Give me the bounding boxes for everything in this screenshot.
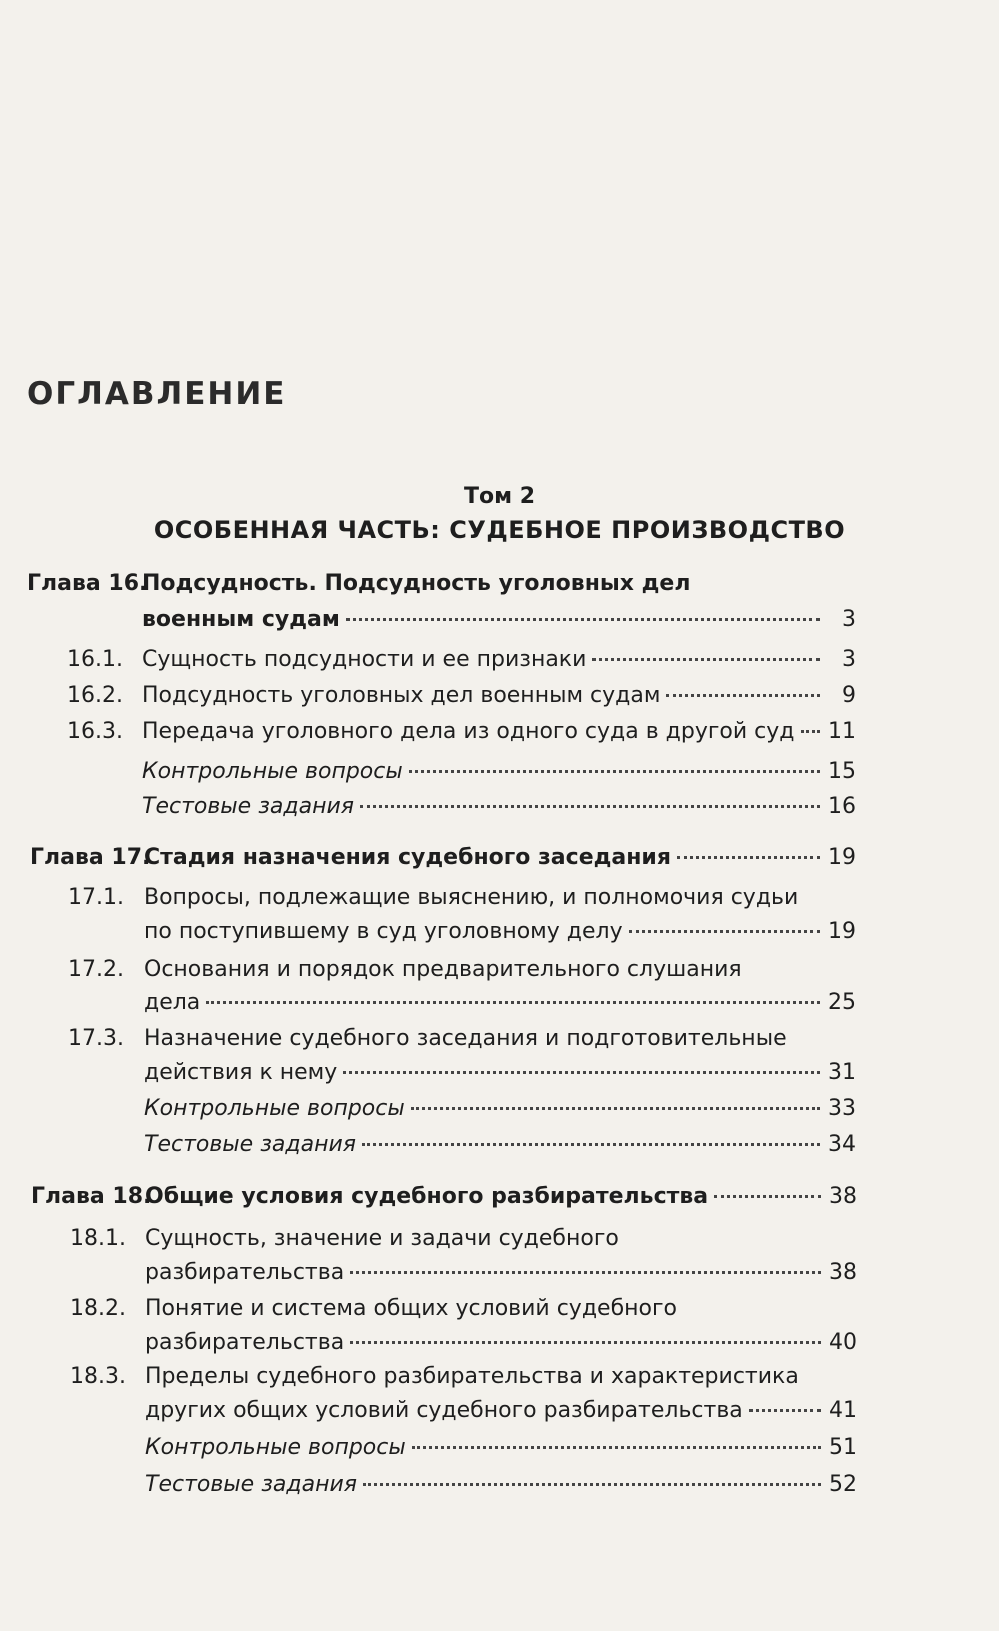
section-17-3-line2 [144, 1058, 856, 1088]
dot-leader [362, 1143, 820, 1146]
chapter-17-title [144, 843, 856, 873]
dot-leader [677, 856, 820, 859]
dot-leader [592, 658, 820, 661]
section-18-2-page: 40 [829, 1330, 857, 1355]
questions-label: Контрольные вопросы [145, 1435, 406, 1460]
questions-page: 33 [828, 1096, 856, 1121]
tests-label: Тестовые задания [142, 794, 354, 819]
section-18-1-number: 18.1. [70, 1226, 126, 1251]
section-18-2-number: 18.2. [70, 1296, 126, 1321]
section-18-2-line2 [145, 1328, 857, 1358]
chapter-18-label: Глава 18. [31, 1184, 152, 1209]
section-16-1-title: Сущность подсудности и ее признаки [142, 647, 587, 672]
dot-leader [409, 770, 820, 773]
section-16-3-number: 16.3. [67, 719, 123, 744]
dot-leader [629, 930, 820, 933]
volume-title: Том 2 [463, 484, 536, 509]
questions-page: 15 [828, 759, 856, 784]
section-18-3-page: 41 [829, 1398, 857, 1423]
chapter-17-page: 19 [828, 845, 856, 870]
dot-leader [350, 1271, 821, 1274]
dot-leader [412, 1446, 821, 1449]
section-17-3-number: 17.3. [68, 1026, 124, 1051]
section-18-1-line2 [145, 1258, 857, 1288]
chapter-16-page: 3 [842, 607, 856, 632]
section-17-1-line2 [144, 917, 856, 947]
dot-leader [206, 1001, 820, 1004]
section-17-2-line1: Основания и порядок предварительного слушания [144, 957, 742, 982]
chapter-17-questions [144, 1094, 856, 1124]
section-18-3-title: других общих условий судебного разбирательства [145, 1398, 743, 1423]
chapter-18-questions [145, 1433, 857, 1463]
dot-leader [411, 1107, 820, 1110]
chapter-18-title [145, 1182, 857, 1212]
tests-label: Тестовые задания [145, 1472, 357, 1497]
part-title: ОСОБЕННАЯ ЧАСТЬ: СУДЕБНОЕ ПРОИЗВОДСТВО [153, 516, 846, 544]
dot-leader [363, 1483, 821, 1486]
section-16-2-page: 9 [842, 683, 856, 708]
chapter-16-title-line2 [142, 605, 856, 635]
questions-label: Контрольные вопросы [142, 759, 403, 784]
dot-leader [749, 1409, 821, 1412]
section-17-1-page: 19 [828, 919, 856, 944]
section-16-3-page: 11 [828, 719, 856, 744]
dot-leader [714, 1195, 821, 1198]
chapter-16-tests [142, 792, 856, 822]
section-18-2-line1: Понятие и система общих условий судебного [145, 1296, 678, 1321]
section-18-3-number: 18.3. [70, 1364, 126, 1389]
section-18-3-line1: Пределы судебного разбирательства и характеристика [145, 1364, 799, 1389]
section-17-3-title: действия к нему [144, 1060, 338, 1085]
chapter-16-questions [142, 757, 856, 787]
section-18-2-title: разбирательства [145, 1330, 345, 1355]
chapter-16-label: Глава 16. [27, 571, 148, 596]
section-16-3-title: Передача уголовного дела из одного суда в другой суд [142, 719, 795, 744]
section-18-1-title: разбирательства [145, 1260, 345, 1285]
toc-heading: ОГЛАВЛЕНИЕ [27, 376, 287, 412]
section-18-1-page: 38 [829, 1260, 857, 1285]
chapter-17-tests [144, 1130, 856, 1160]
section-16-3 [142, 717, 856, 747]
dot-leader [801, 730, 820, 733]
section-17-1-title: по поступившему в суд уголовному делу [144, 919, 623, 944]
section-16-2-title: Подсудность уголовных дел военным судам [142, 683, 661, 708]
section-17-1-number: 17.1. [68, 885, 124, 910]
chapter-16-title-line1: Подсудность. Подсудность уголовных дел [142, 571, 691, 596]
tests-page: 16 [828, 794, 856, 819]
chapter-18-tests [145, 1470, 857, 1500]
section-17-3-line1: Назначение судебного заседания и подготовительные [144, 1026, 787, 1051]
section-16-2-number: 16.2. [67, 683, 123, 708]
dot-leader [343, 1071, 820, 1074]
tests-page: 34 [828, 1132, 856, 1157]
dot-leader [360, 805, 820, 808]
tests-label: Тестовые задания [144, 1132, 356, 1157]
dot-leader [350, 1341, 821, 1344]
section-17-2-number: 17.2. [68, 957, 124, 982]
tests-page: 52 [829, 1472, 857, 1497]
questions-label: Контрольные вопросы [144, 1096, 405, 1121]
section-17-2-line2 [144, 988, 856, 1018]
section-16-1-number: 16.1. [67, 647, 123, 672]
section-17-2-page: 25 [828, 990, 856, 1015]
section-16-1 [142, 645, 856, 675]
section-17-3-page: 31 [828, 1060, 856, 1085]
section-17-2-title: дела [144, 990, 201, 1015]
chapter-17-label: Глава 17. [30, 845, 151, 870]
chapter-17-title-text: Стадия назначения судебного заседания [144, 845, 671, 870]
section-18-1-line1: Сущность, значение и задачи судебного [145, 1226, 619, 1251]
dot-leader [666, 694, 820, 697]
questions-page: 51 [829, 1435, 857, 1460]
section-17-1-line1: Вопросы, подлежащие выяснению, и полномочия судьи [144, 885, 799, 910]
chapter-18-title-text: Общие условия судебного разбирательства [145, 1184, 709, 1209]
section-16-1-page: 3 [842, 647, 856, 672]
chapter-18-page: 38 [829, 1184, 857, 1209]
chapter-16-title-text: военным судам [142, 607, 340, 632]
dot-leader [346, 618, 820, 621]
section-18-3-line2 [145, 1396, 857, 1426]
section-16-2 [142, 681, 856, 711]
